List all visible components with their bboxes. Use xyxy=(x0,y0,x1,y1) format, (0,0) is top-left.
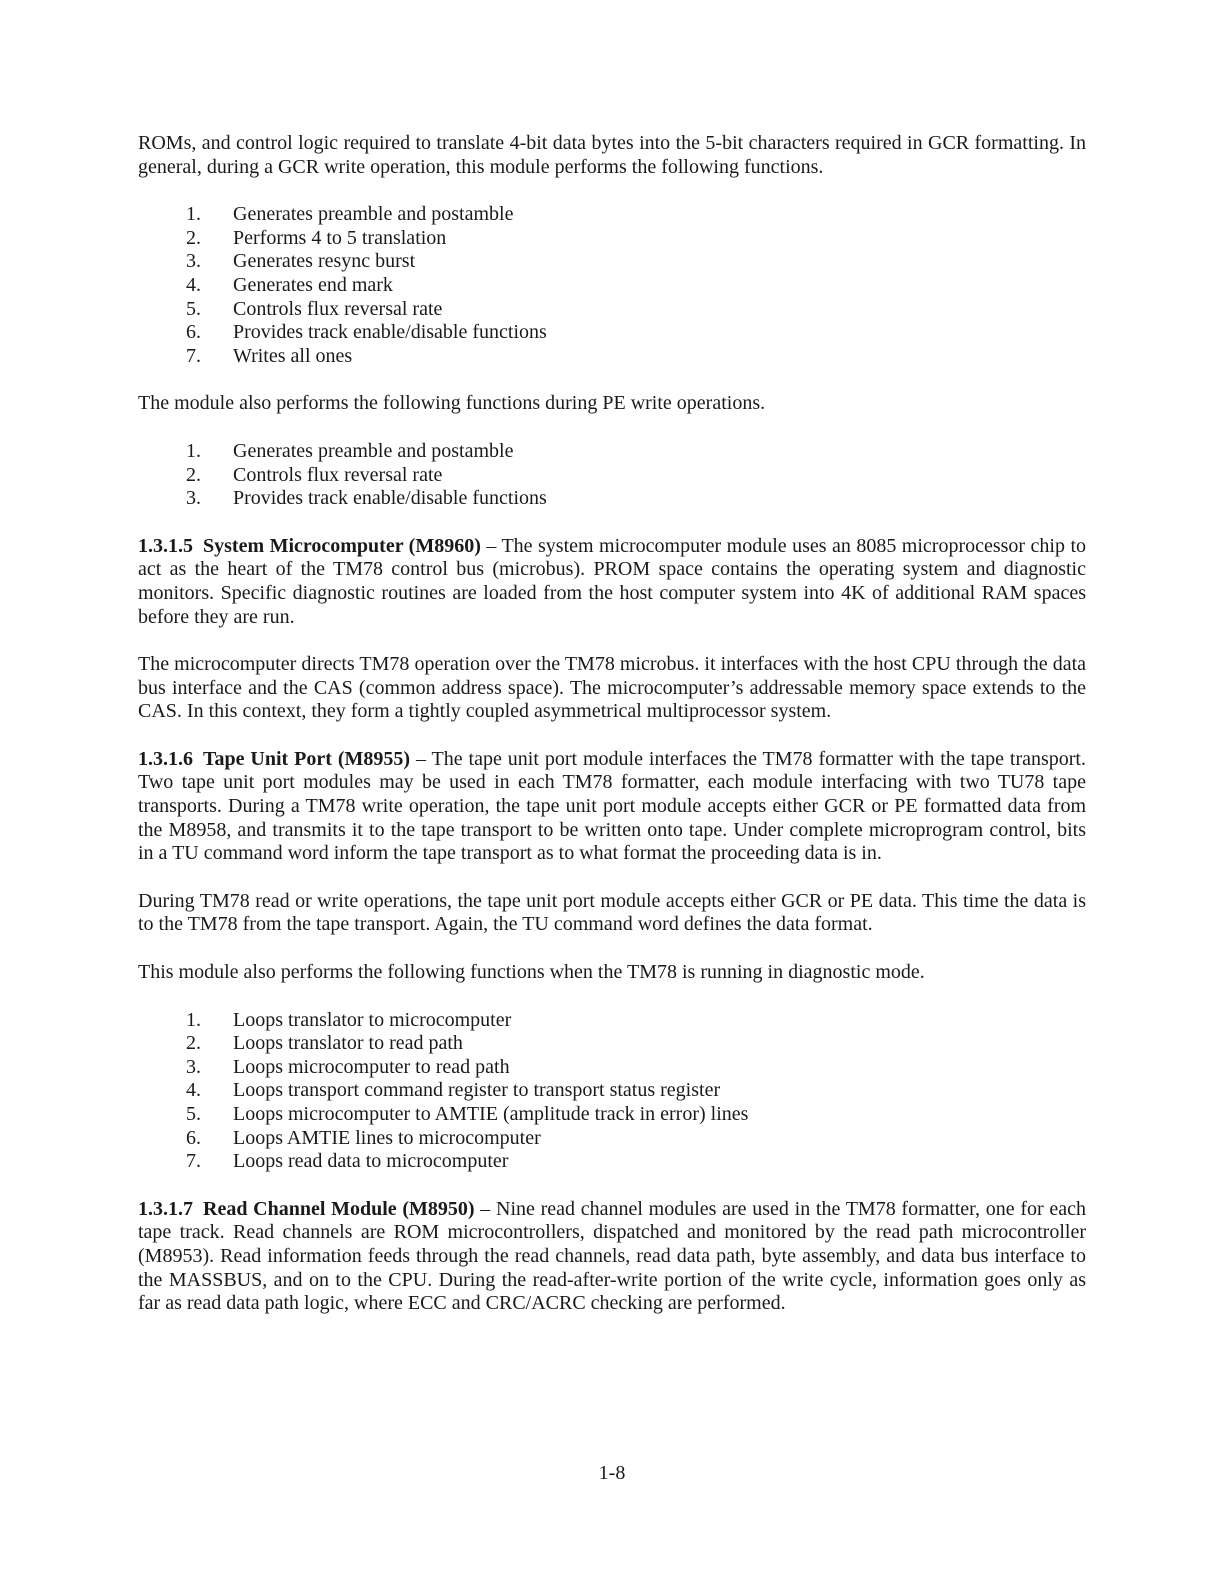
list-item xyxy=(138,487,1086,511)
list-item-text: Loops translator to microcomputer xyxy=(233,1008,512,1031)
list-item xyxy=(138,1009,1086,1033)
section-lead-text: – Nine read channel modules are used in the TM78 formatter, one for each tape track. Read channels are ROM microcontrollers, dispatched and monitored by the read path microcontroller (M8953). Read information feeds through the read channels, read data path, byte assembly, and data bus interface to the MASSBUS, and on to the CPU. During the read-after-write portion of the write cycle, information goes only as far as read data path logic, where ECC and CRC/ACRC checking are performed. xyxy=(138,1197,1086,1315)
list-item-number: 1. xyxy=(186,203,201,226)
list-item-text: Loops transport command register to transport status register xyxy=(233,1079,721,1102)
list-item xyxy=(138,440,1086,464)
list-item-number: 1. xyxy=(186,1008,201,1031)
list-item-text: Provides track enable/disable functions xyxy=(233,321,547,344)
list-item xyxy=(138,1127,1086,1151)
list-item-text: Provides track enable/disable functions xyxy=(233,487,547,510)
list-item-text: Loops microcomputer to read path xyxy=(233,1055,510,1078)
list-item-number: 2. xyxy=(186,226,201,249)
section-lead-text: – The system microcomputer module uses an 8085 microprocessor chip to act as the heart of the TM78 control bus (microbus). PROM space contains the operating system and diagnostic monitors. Specific diagnostic routines are loaded from the host computer system into 4K of additional RAM spaces before they are run. xyxy=(138,534,1086,628)
list-item xyxy=(138,298,1086,322)
section-1-3-1-5-paragraph xyxy=(138,535,1086,629)
list-item-text: Generates resync burst xyxy=(233,250,416,273)
list-item-number: 6. xyxy=(186,1126,201,1149)
list-item-number: 5. xyxy=(186,1103,201,1125)
list-item-number: 2. xyxy=(186,463,201,486)
page-number: 1-8 xyxy=(598,1462,626,1484)
list-item-number: 3. xyxy=(186,487,201,510)
section-1-3-1-7-paragraph xyxy=(138,1198,1086,1316)
list-item-text: Performs 4 to 5 translation xyxy=(233,226,447,249)
list-item-number: 1. xyxy=(186,439,201,462)
list-item xyxy=(138,274,1086,298)
list-item xyxy=(138,321,1086,345)
list-item-number: 3. xyxy=(186,250,201,273)
list-item xyxy=(138,1032,1086,1056)
list-item xyxy=(138,1056,1086,1080)
list-item-text: Generates end mark xyxy=(233,273,393,296)
section-number: 1.3.1.5 xyxy=(138,534,193,557)
section-title: Read Channel Module (M8950) xyxy=(203,1197,475,1220)
list-item-text: Loops AMTIE lines to microcomputer xyxy=(233,1126,541,1149)
list-item xyxy=(138,345,1086,369)
section-1-3-1-6-paragraph xyxy=(138,748,1086,866)
pe-functions-list xyxy=(138,440,1086,511)
list-item-number: 7. xyxy=(186,344,201,367)
list-item-text: Controls flux reversal rate xyxy=(233,297,443,320)
document-page xyxy=(138,132,1086,1316)
section-title: System Microcomputer (M8960) xyxy=(203,534,481,557)
gcr-functions-list xyxy=(138,203,1086,368)
diagnostic-intro-paragraph: This module also performs the following functions when the TM78 is running in diagnostic mode. xyxy=(138,961,925,984)
list-item-number: 3. xyxy=(186,1055,201,1078)
list-item xyxy=(138,203,1086,227)
list-item-number: 2. xyxy=(186,1032,201,1055)
list-item-text: Loops read data to microcomputer xyxy=(233,1150,509,1173)
list-item xyxy=(138,1150,1086,1174)
intro-paragraph: ROMs, and control logic required to translate 4-bit data bytes into the 5-bit characters required in GCR formatting. In general, during a GCR write operation, this module performs the following functions. xyxy=(138,132,1086,178)
list-item-text: Writes all ones xyxy=(233,344,353,367)
list-item xyxy=(138,1079,1086,1103)
section-number: 1.3.1.7 xyxy=(138,1197,193,1220)
section-number: 1.3.1.6 xyxy=(138,747,193,770)
list-item-number: 7. xyxy=(186,1150,201,1173)
list-item xyxy=(138,227,1086,251)
section-lead-text: – The tape unit port module interfaces the TM78 formatter with the tape transport. Two tape unit port modules may be used in each TM78 formatter, each module interfacing with two TU78 tape transports. During a TM78 write operation, the tape unit port module accepts either GCR or PE formatted data from the M8958, and transmits it to the tape transport to be written onto tape. Under complete microprogram control, bits in a TU command word inform the tape transport as to what format the proceeding data is in. xyxy=(138,747,1086,865)
list-item xyxy=(138,1103,1086,1127)
list-item-text: Generates preamble and postamble xyxy=(233,439,514,462)
section-title: Tape Unit Port (M8955) xyxy=(203,747,411,770)
list-item-text: Controls flux reversal rate xyxy=(233,463,443,486)
list-item-text: Loops microcomputer to AMTIE (amplitude track in error) lines xyxy=(233,1103,749,1125)
diagnostic-functions-list xyxy=(138,1009,1086,1174)
list-item-text: Loops translator to read path xyxy=(233,1032,463,1055)
microcomputer-paragraph: The microcomputer directs TM78 operation over the TM78 microbus. it interfaces with the host CPU through the data bus interface and the CAS (common address space). The microcomputer’s addressable memory space extends to the CAS. In this context, they form a tightly coupled asymmetrical multiprocessor system. xyxy=(138,653,1086,723)
list-item-text: Generates preamble and postamble xyxy=(233,203,514,226)
list-item-number: 4. xyxy=(186,1079,201,1102)
list-item-number: 4. xyxy=(186,273,201,296)
tape-unit-read-write-paragraph: During TM78 read or write operations, the tape unit port module accepts either GCR or PE data. This time the data is to the TM78 from the tape transport. Again, the TU command word defines the data format. xyxy=(138,889,1086,936)
list-item-number: 6. xyxy=(186,321,201,344)
list-item xyxy=(138,250,1086,274)
list-item-number: 5. xyxy=(186,297,201,320)
list-item xyxy=(138,464,1086,488)
pe-intro-paragraph: The module also performs the following functions during PE write operations. xyxy=(138,392,766,415)
